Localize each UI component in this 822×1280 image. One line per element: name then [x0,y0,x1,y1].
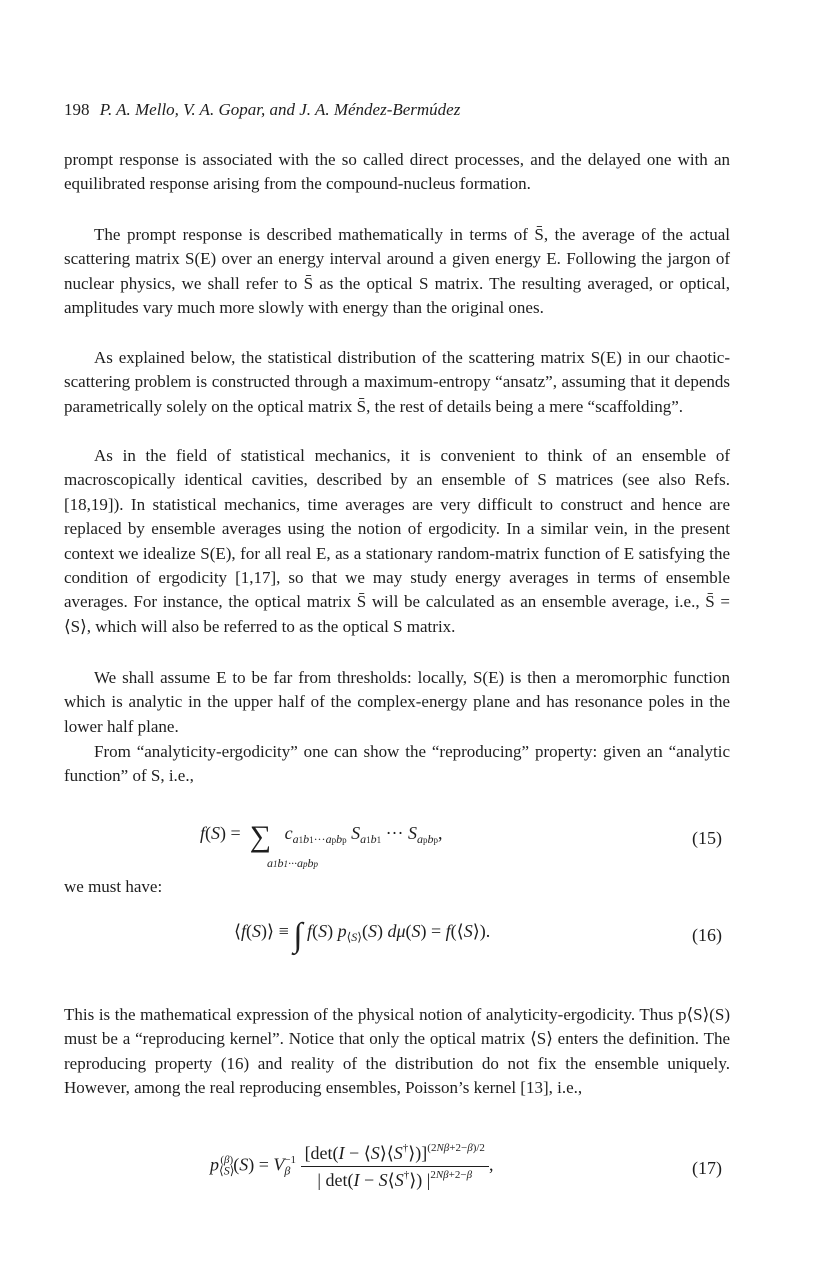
authors: P. A. Mello, V. A. Gopar, and J. A. Méndez-Bermúdez [99,100,461,119]
equation-number-15: (15) [692,828,722,848]
paragraph-7 [64,875,730,899]
paragraph-3 [64,346,730,419]
paragraph-2 [64,223,730,321]
sum-limits: a1b1···apbp [267,856,318,870]
paragraph-text: we must have: [64,877,163,896]
paragraph-text: prompt response is associated with the so called direct processes, and the delayed one with an equilibrated response arising from the compound-nucleus formation. [64,150,730,194]
paragraph-text: This is the mathematical expression of the physical notion of analyticity-ergodicity. Thus p⟨S⟩(S) must be a “reproducing kernel”. Notice that only the optical matrix ⟨S⟩ enters the definition. The reproducing property (16) and reality of the distribution do not fix the ensemble uniquely. However, among the real reproducing ensembles, Poisson’s kernel [13], i.e., [64,1005,730,1098]
paragraph-text: As in the field of statistical mechanics, it is convenient to think of an ensemble of macroscopically identical cavities, described by an ensemble of S matrices (see also Refs. [18,19]). In statistical mechanics, time averages are very difficult to construct and hence are replaced by ensemble averages using the notion of ergodicity. In a similar vein, in the present context we idealize S(E), for all real E, as a stationary random-matrix function of E satisfying the condition of ergodicity [1,17], so that we may study energy averages in terms of ensemble averages. For instance, the optical matrix S̄ will be calculated as an ensemble average, i.e., S̄ = ⟨S⟩, which will also be referred to as the optical S matrix. [64,446,730,636]
paragraph-1 [64,148,730,197]
paragraph-text: We shall assume E to be far from thresholds: locally, S(E) is then a meromorphic function which is analytic in the upper half of the complex-energy plane and has resonance poles in the lower half plane. [64,668,730,736]
paragraph-8 [64,1003,730,1101]
paragraph-6 [64,740,730,789]
equation-number-16: (16) [692,925,722,945]
equation-15: f(S) = ∑ $c_{a1b1\cdot\cdot\cdot apbp}$ $S_{a1b1}$ ··· $S_{apbp}$, [200,820,443,853]
poisson-kernel-fraction: $\frac{[\det(I - ⟨S⟩⟨S^\dagger⟩)]^{(2N\beta+2-\beta)/2}}{| \det(I - S⟨S^\dagger⟩) |^{2N\beta+2-\beta}}$ [301,1142,489,1191]
equation-17: $p_{⟨S⟩}^{(\beta)}(S) = V_\beta^{-1}$ $\frac{[\det(I - ⟨S⟩⟨S^\dagger⟩)]^{(2N\beta+2-\beta)/2}}{| \det(I - S⟨S^\dagger⟩) |^{2N\beta+2-\beta}}$ , [210,1142,494,1190]
paragraph-text: As explained below, the statistical distribution of the scattering matrix S(E) in our chaotic-scattering problem is constructed through a maximum-entropy “ansatz”, assuming that it depends parametrically solely on the optical matrix S̄, the rest of details being a mere “scaffolding”. [64,348,730,416]
paragraph-5 [64,666,730,739]
paragraph-text: The prompt response is described mathematically in terms of S̄, the average of the actual scattering matrix S(E) over an energy interval around a given energy E. Following the jargon of nuclear physics, we shall refer to S̄ as the optical S matrix. The resulting averaged, or optical, amplitudes vary much more slowly with energy than the original ones. [64,225,730,318]
paragraph-text: From “analyticity-ergodicity” one can show the “reproducing” property: given an “analytic function” of S, i.e., [64,742,730,786]
page-number: 198 [64,100,90,119]
running-header [64,100,460,120]
equation-16: ⟨f(S)⟩ ≡ ∫ f(S) $p_{⟨S⟩}(S) d\mu(S)$ = f(⟨S⟩). [234,917,491,954]
paragraph-4 [64,444,730,639]
equation-number-17: (17) [692,1158,722,1178]
